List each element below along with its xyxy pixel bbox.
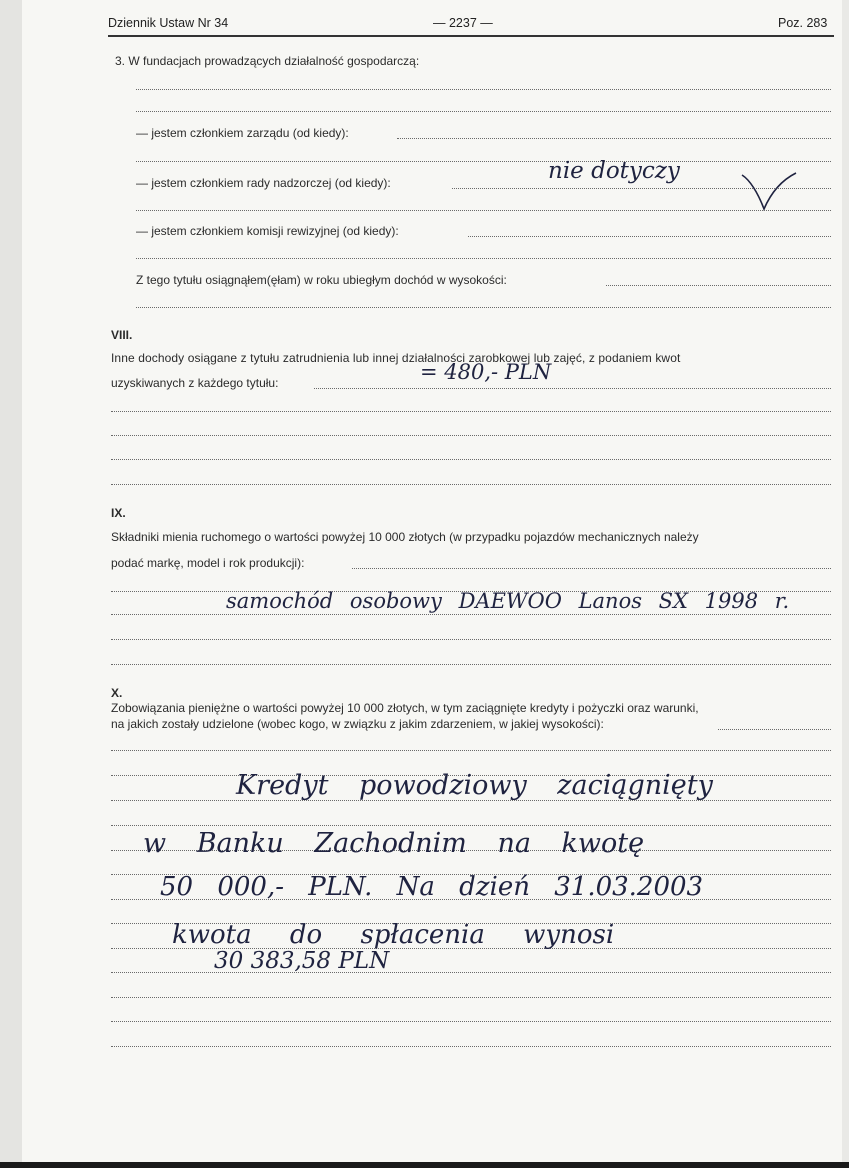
fill-line — [136, 258, 831, 259]
handwritten-loan-line3: 50 000,- PLN. Na dzień 31.03.2003 — [160, 872, 704, 902]
fill-line — [111, 639, 831, 640]
fill-line — [136, 307, 831, 308]
handwritten-loan-line1: Kredyt powodziowy zaciągnięty — [236, 770, 713, 801]
fill-line — [136, 111, 831, 112]
fill-line — [111, 614, 831, 615]
fill-line — [111, 1021, 831, 1022]
journal-title: Dziennik Ustaw Nr 34 — [108, 16, 229, 30]
section8-text-line2: uzyskiwanych z każdego tytułu: — [111, 376, 279, 390]
fill-line — [136, 161, 831, 162]
handwritten-vehicle: samochód osobowy DAEWOO Lanos SX 1998 r. — [226, 589, 790, 613]
fill-line — [111, 459, 831, 460]
fill-line — [111, 750, 831, 751]
fill-line — [718, 729, 831, 730]
fill-line — [111, 997, 831, 998]
scan-right-edge — [842, 0, 849, 1168]
fill-line — [111, 411, 831, 412]
fill-line — [111, 825, 831, 826]
page-number: — 2237 — — [433, 16, 493, 30]
pen-stroke — [740, 165, 800, 215]
header-rule — [108, 35, 834, 37]
section9-text-line2: podać markę, model i rok produkcji): — [111, 556, 305, 570]
section8-text-line1: Inne dochody osiągane z tytułu zatrudnienia lub innej działalności zarobkowej lub zajęć, z podaniem kwot — [111, 351, 681, 365]
section10-number: X. — [111, 686, 123, 700]
scan-bottom-edge — [0, 1162, 849, 1168]
section9-number: IX. — [111, 506, 126, 520]
board-member-label: — jestem członkiem zarządu (od kiedy): — [136, 126, 349, 140]
fill-line — [111, 1046, 831, 1047]
handwritten-other-income: = 480,- PLN — [420, 360, 552, 384]
fill-line — [314, 388, 831, 389]
handwritten-not-applicable: nie dotyczy — [548, 158, 680, 184]
section9-text-line1: Składniki mienia ruchomego o wartości powyżej 10 000 złotych (w przypadku pojazdów mechanicznych należy — [111, 530, 699, 544]
section8-number: VIII. — [111, 328, 133, 342]
fill-line — [111, 435, 831, 436]
handwritten-loan-line5: 30 383,58 PLN — [214, 948, 390, 974]
fill-line — [397, 138, 831, 139]
fill-line — [468, 236, 831, 237]
fill-line — [111, 664, 831, 665]
handwritten-loan-line2: w Banku Zachodnim na kwotę — [143, 828, 645, 859]
fill-line — [606, 285, 831, 286]
section3-title: 3. W fundacjach prowadzących działalność gospodarczą: — [115, 54, 420, 68]
fill-line — [111, 484, 831, 485]
scan-left-edge — [0, 0, 22, 1168]
fill-line — [352, 568, 831, 569]
fill-line — [136, 89, 831, 90]
section10-text-line1: Zobowiązania pieniężne o wartości powyżej 10 000 złotych, w tym zaciągnięte kredyty i pożyczki oraz warunki, — [111, 701, 699, 715]
document-page — [22, 0, 842, 1162]
position-number: Poz. 283 — [778, 16, 828, 30]
section10-text-line2: na jakich zostały udzielone (wobec kogo, w związku z jakim zdarzeniem, w jakiej wysokości): — [111, 717, 604, 731]
income-label: Z tego tytułu osiągnąłem(ęłam) w roku ubiegłym dochód w wysokości: — [136, 273, 507, 287]
supervisory-board-label: — jestem członkiem rady nadzorczej (od kiedy): — [136, 176, 391, 190]
fill-line — [136, 210, 831, 211]
handwritten-loan-line4: kwota do spłacenia wynosi — [172, 920, 615, 950]
audit-committee-label: — jestem członkiem komisji rewizyjnej (od kiedy): — [136, 224, 399, 238]
